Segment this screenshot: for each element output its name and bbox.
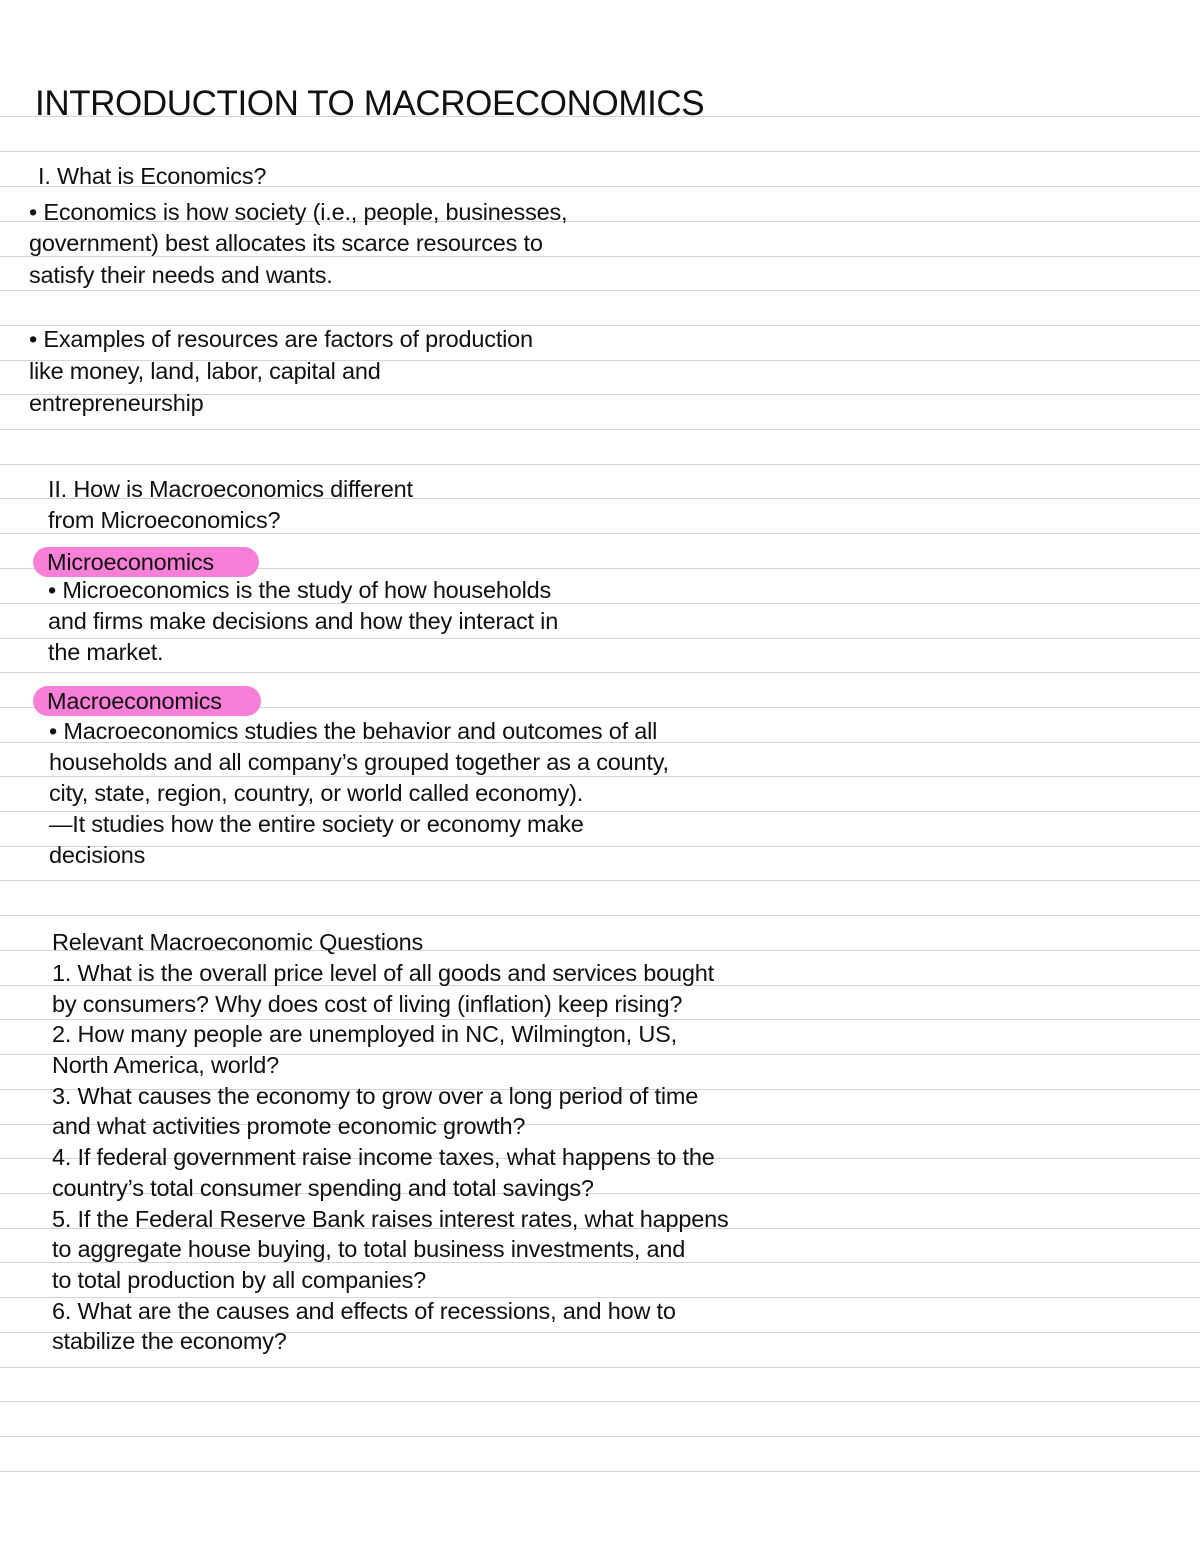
rule-line <box>0 776 1200 777</box>
paragraph-line: households and all company’s grouped together as a county, <box>49 749 669 775</box>
rule-line <box>0 290 1200 291</box>
highlight-label-macroeconomics: Macroeconomics <box>33 686 261 716</box>
highlight-label-microeconomics: Microeconomics <box>33 547 259 577</box>
section-heading: I. What is Economics? <box>38 163 267 189</box>
paragraph-line: decisions <box>49 842 146 868</box>
bullet-line: like money, land, labor, capital and <box>29 358 381 384</box>
rule-line <box>0 1471 1200 1472</box>
paragraph-line: —It studies how the entire society or economy make <box>49 811 584 837</box>
paragraph-line: • Microeconomics is the study of how households <box>48 577 552 603</box>
section-heading: from Microeconomics? <box>48 507 281 533</box>
bullet-line: • Examples of resources are factors of production <box>29 326 533 352</box>
rule-line <box>0 1367 1200 1368</box>
paragraph-line: city, state, region, country, or world called economy). <box>49 780 584 806</box>
bullet-line: government) best allocates its scarce resources to <box>29 230 543 256</box>
question-line: North America, world? <box>52 1052 279 1078</box>
question-line: 6. What are the causes and effects of recessions, and how to <box>52 1298 676 1324</box>
question-line: stabilize the economy? <box>52 1328 287 1354</box>
paragraph-line: the market. <box>48 639 164 665</box>
question-line: 5. If the Federal Reserve Bank raises interest rates, what happens <box>52 1206 729 1232</box>
question-line: to aggregate house buying, to total business investments, and <box>52 1236 686 1262</box>
question-line: 3. What causes the economy to grow over a long period of time <box>52 1083 699 1109</box>
rule-line <box>0 880 1200 881</box>
section-heading: Relevant Macroeconomic Questions <box>52 929 424 955</box>
rule-line <box>0 1436 1200 1437</box>
rule-line <box>0 846 1200 847</box>
paragraph-line: • Macroeconomics studies the behavior and outcomes of all <box>49 718 658 744</box>
rule-line <box>0 1401 1200 1402</box>
section-heading: II. How is Macroeconomics different <box>48 476 413 502</box>
rule-line <box>0 464 1200 465</box>
rule-line <box>0 915 1200 916</box>
question-line: country’s total consumer spending and total savings? <box>52 1175 594 1201</box>
question-line: 2. How many people are unemployed in NC, Wilmington, US, <box>52 1021 677 1047</box>
bullet-line: satisfy their needs and wants. <box>29 262 333 288</box>
question-line: 1. What is the overall price level of all goods and services bought <box>52 960 714 986</box>
question-line: to total production by all companies? <box>52 1267 427 1293</box>
question-line: and what activities promote economic growth? <box>52 1113 526 1139</box>
rule-line <box>0 672 1200 673</box>
rule-line <box>0 429 1200 430</box>
bullet-line: • Economics is how society (i.e., people, businesses, <box>29 199 568 225</box>
rule-line <box>0 638 1200 639</box>
rule-line <box>0 151 1200 152</box>
page-title: INTRODUCTION TO MACROECONOMICS <box>35 84 705 123</box>
bullet-line: entrepreneurship <box>29 390 204 416</box>
paragraph-line: and firms make decisions and how they interact in <box>48 608 559 634</box>
question-line: 4. If federal government raise income taxes, what happens to the <box>52 1144 715 1170</box>
question-line: by consumers? Why does cost of living (inflation) keep rising? <box>52 991 683 1017</box>
